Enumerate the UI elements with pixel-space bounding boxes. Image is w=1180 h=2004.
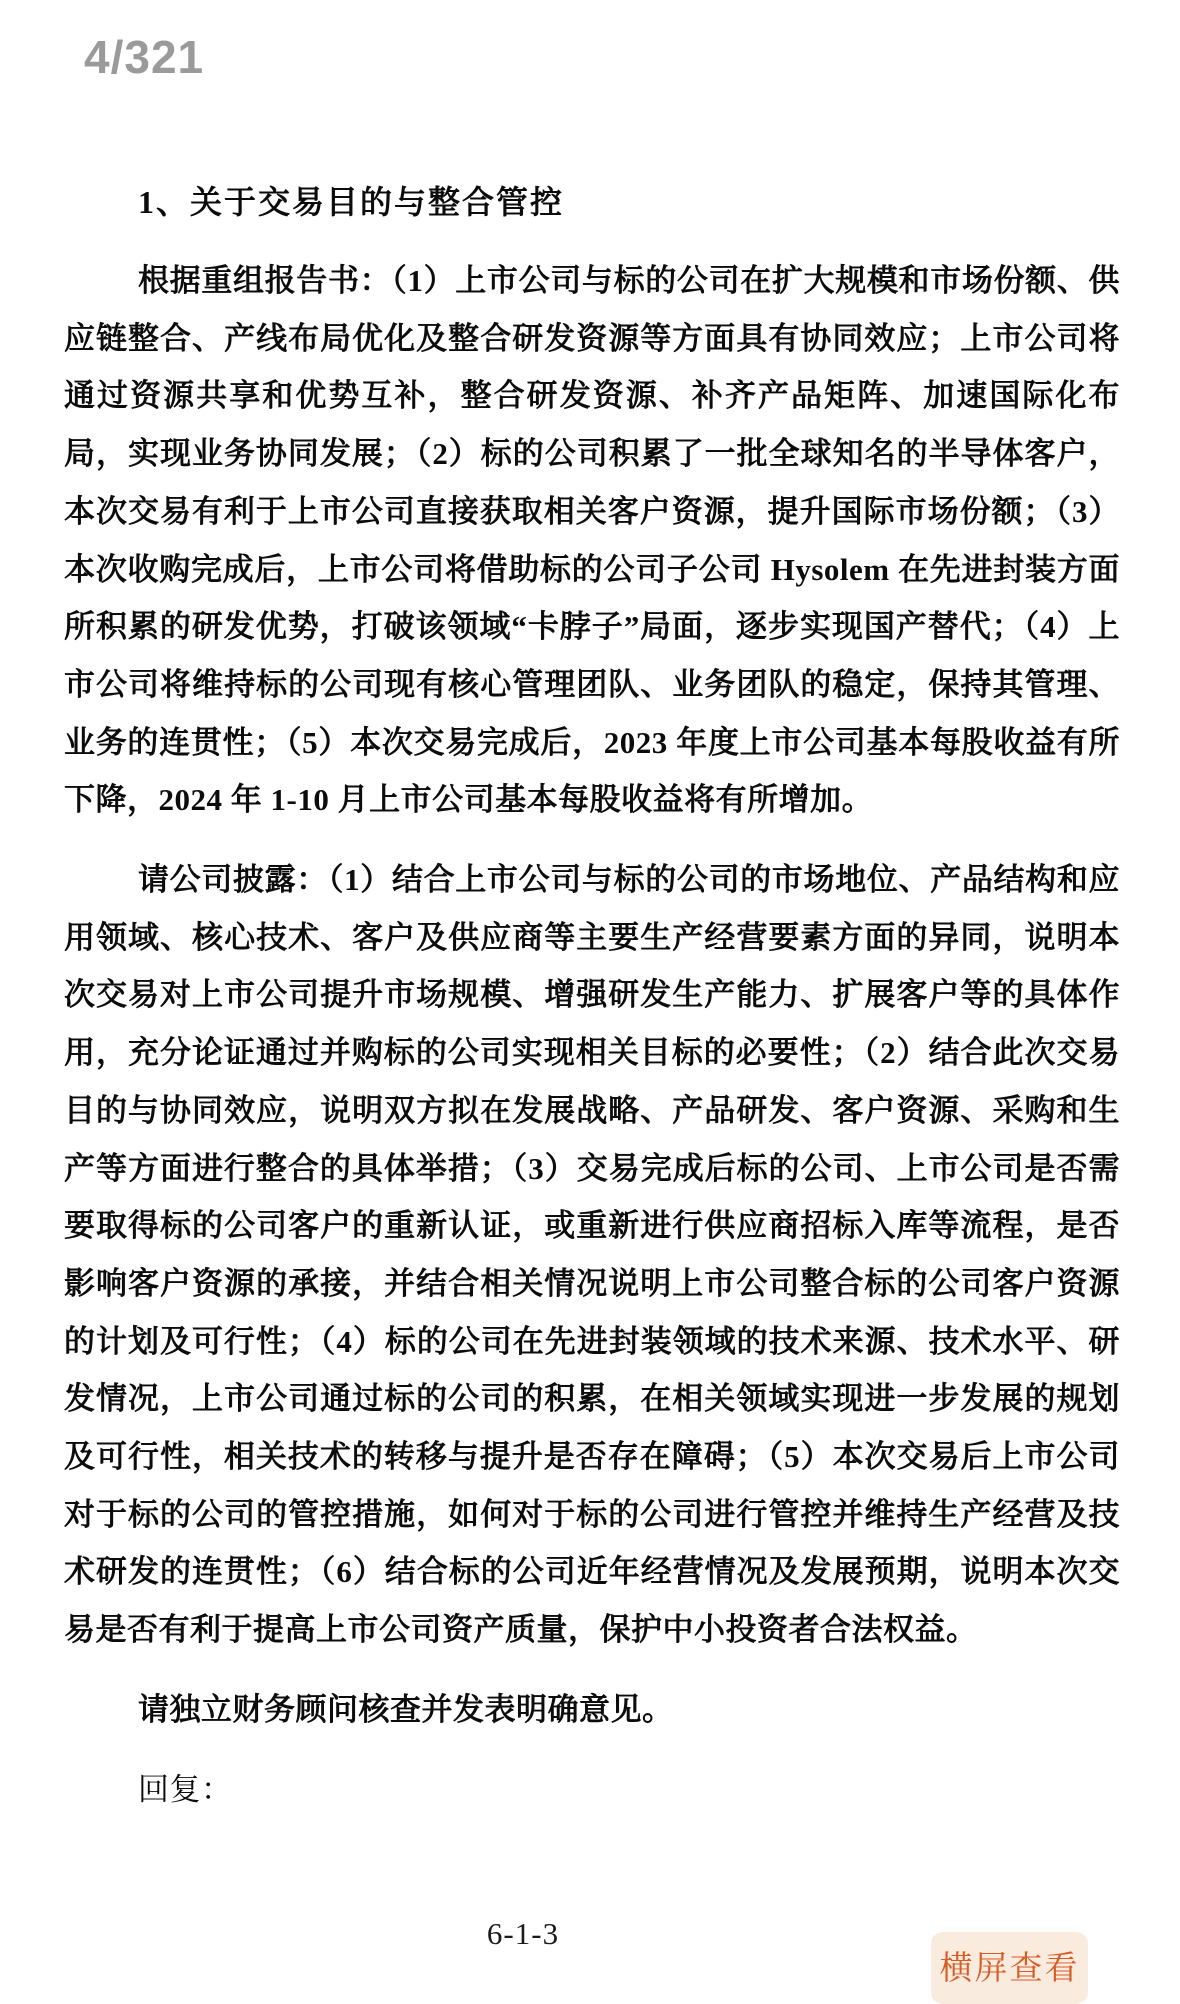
section-heading: 1、关于交易目的与整合管控 [138,184,565,220]
paragraph-advisor-verification: 请独立财务顾问核查并发表明确意见。 [138,1691,674,1727]
paragraph-reply-label: 回复： [138,1771,233,1807]
document-page-number: 6-1-3 [486,1916,560,1951]
document-page [64,186,1120,1818]
landscape-view-button[interactable]: 横屏查看 [931,1932,1088,2004]
paragraph-inquiry-request: 请公司披露：（1）结合上市公司与标的公司的市场地位、产品结构和应用领域、核心技术、客户及供应商等主要生产经营要素方面的异同，说明本次交易对上市公司提升市场规模、增强研发生产能力、扩展客户等的具体作用，充分论证通过并购标的公司实现相关目标的必要性；（2）结合此次交易目的与协同效应，说明双方拟在发展战略、产品研发、客户资源、采购和生产等方面进行整合的具体举措；（3）交易完成后标的公司、上市公司是否需要取得标的公司客户的重新认证，或重新进行供应商招标入库等流程，是否影响客户资源的承接，并结合相关情况说明上市公司整合标的公司客户资源的计划及可行性；（4）标的公司在先进封装领域的技术来源、技术水平、研发情况，上市公司通过标的公司的积累，在相关领域实现进一步发展的规划及可行性，相关技术的转移与提升是否存在障碍；（5）本次交易后上市公司对于标的公司的管控措施，如何对于标的公司进行管控并维持生产经营及技术研发的连贯性；（6）结合标的公司近年经营情况及发展预期，说明本次交易是否有利于提高上市公司资产质量，保护中小投资者合法权益。 [64,862,1120,1648]
paragraph-inquiry-background: 根据重组报告书：（1）上市公司与标的公司在扩大规模和市场份额、供应链整合、产线布局优化及整合研发资源等方面具有协同效应；上市公司将通过资源共享和优势互补，整合研发资源、补齐产品矩阵、加速国际化布局，实现业务协同发展；（2）标的公司积累了一批全球知名的半导体客户，本次交易有利于上市公司直接获取相关客户资源，提升国际市场份额；（3）本次收购完成后，上市公司将借助标的公司子公司 Hysolem 在先进封装方面所积累的研发优势，打破该领域“卡脖子”局面，逐步实现国产替代；（4）上市公司将维持标的公司现有核心管理团队、业务团队的稳定，保持其管理、业务的连贯性；（5）本次交易完成后，2023 年度上市公司基本每股收益有所下降，2024 年 1-10 月上市公司基本每股收益将有所增加。 [64,263,1120,818]
page-indicator: 4/321 [84,31,205,83]
